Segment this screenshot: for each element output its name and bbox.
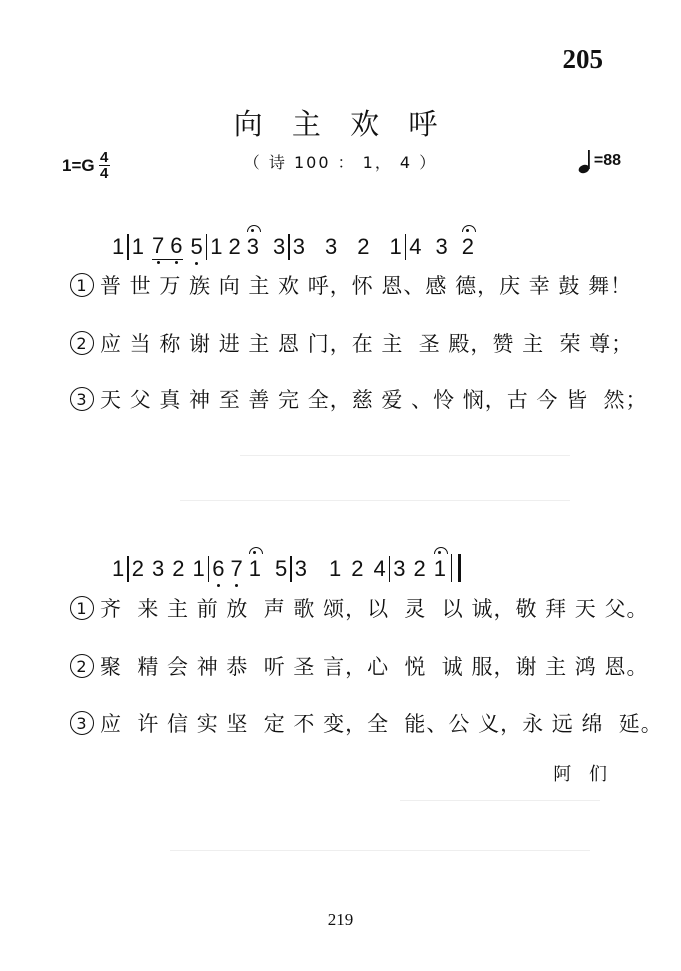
- note: 1: [210, 234, 223, 259]
- note-fermata: 3: [246, 234, 259, 259]
- verse-1-line-2: [70, 593, 648, 623]
- bleed-through-mark: [400, 800, 600, 801]
- verse-number: 3: [70, 387, 94, 411]
- note: 3: [393, 556, 406, 581]
- verse-number: 3: [70, 711, 94, 735]
- hymn-title: 向 主 欢 呼: [233, 107, 448, 141]
- bleed-through-mark: [180, 500, 570, 501]
- verse-2-line-2: [70, 651, 648, 681]
- scripture-reference: （ 诗 100 ： 1， 4 ）: [243, 153, 438, 172]
- note: 2: [357, 234, 370, 259]
- quarter-note-icon: [578, 148, 594, 174]
- hymn-number: 205: [562, 44, 603, 74]
- note: 6: [212, 556, 225, 581]
- note: 1: [112, 234, 125, 259]
- lyric-text: 普 世 万 族 向 主 欢 呼，怀 恩、感 德，庆 幸 鼓 舞！: [100, 274, 633, 298]
- page-number: 219: [327, 910, 354, 929]
- note-fermata: 1: [433, 556, 446, 581]
- barline: [127, 556, 129, 582]
- bleed-through-mark: [240, 455, 570, 456]
- barline: [405, 234, 407, 260]
- note-fermata: 2: [461, 234, 474, 259]
- verse-2-line-1: [70, 328, 633, 358]
- barline: [208, 556, 210, 582]
- note: 7: [152, 233, 165, 258]
- bleed-through-mark: [170, 850, 590, 851]
- note: 2: [228, 234, 241, 259]
- note: 1: [389, 234, 402, 259]
- verse-number: 1: [70, 273, 94, 297]
- note: 2: [172, 556, 185, 581]
- music-line-2: [112, 548, 461, 582]
- note: 7: [230, 556, 243, 581]
- verse-number: 2: [70, 654, 94, 678]
- note: 2: [413, 556, 426, 581]
- time-numerator: 4: [99, 149, 109, 166]
- note: 5: [275, 556, 288, 581]
- barline: [389, 556, 391, 582]
- key-label: 1=G: [62, 155, 95, 175]
- barline: [288, 234, 290, 260]
- tempo-marking: [578, 148, 621, 174]
- time-signature: [99, 150, 110, 181]
- note: 3: [152, 556, 165, 581]
- note: 3: [435, 234, 448, 259]
- verse-number: 2: [70, 331, 94, 355]
- lyric-text: 天 父 真 神 至 善 完 全，慈 爱 、怜 悯，古 今 皆 然；: [100, 388, 648, 412]
- time-denominator: 4: [99, 165, 109, 182]
- amen-text: 阿 们: [553, 764, 613, 785]
- note: 1: [112, 556, 125, 581]
- barline: [127, 234, 129, 260]
- verse-3-line-1: [70, 384, 647, 414]
- music-line-1: [112, 226, 474, 260]
- lyric-text: 应 当 称 谢 进 主 恩 门，在 主 圣 殿，赞 主 荣 尊；: [100, 332, 634, 356]
- final-barline: [451, 554, 461, 582]
- note: 3: [325, 234, 338, 259]
- note: 4: [373, 556, 386, 581]
- note: 3: [294, 556, 307, 581]
- tempo-value: =88: [593, 152, 621, 169]
- lyric-text: 齐 来 主 前 放 声 歌 颂，以 灵 以 诚，敬 拜 天 父。: [100, 597, 649, 621]
- note-fermata: 1: [248, 556, 261, 581]
- note: 2: [351, 556, 364, 581]
- lyric-text: 聚 精 会 神 恭 听 圣 言，心 悦 诚 服，谢 主 鸿 恩。: [100, 655, 649, 679]
- note: 4: [409, 234, 422, 259]
- note: 6: [170, 233, 183, 258]
- note: 5: [190, 234, 203, 259]
- note: 2: [131, 556, 144, 581]
- verse-number: 1: [70, 596, 94, 620]
- note: 3: [292, 234, 305, 259]
- lyric-text: 应 许 信 实 坚 定 不 变，全 能、公 义，永 远 绵 延。: [100, 712, 663, 736]
- note: 3: [273, 234, 286, 259]
- barline: [290, 556, 292, 582]
- key-signature: [62, 150, 110, 181]
- verse-1-line-1: [70, 270, 632, 300]
- verse-3-line-2: [70, 708, 663, 738]
- barline: [206, 234, 208, 260]
- note: 1: [192, 556, 205, 581]
- note: 1: [329, 556, 342, 581]
- note: 1: [131, 234, 144, 259]
